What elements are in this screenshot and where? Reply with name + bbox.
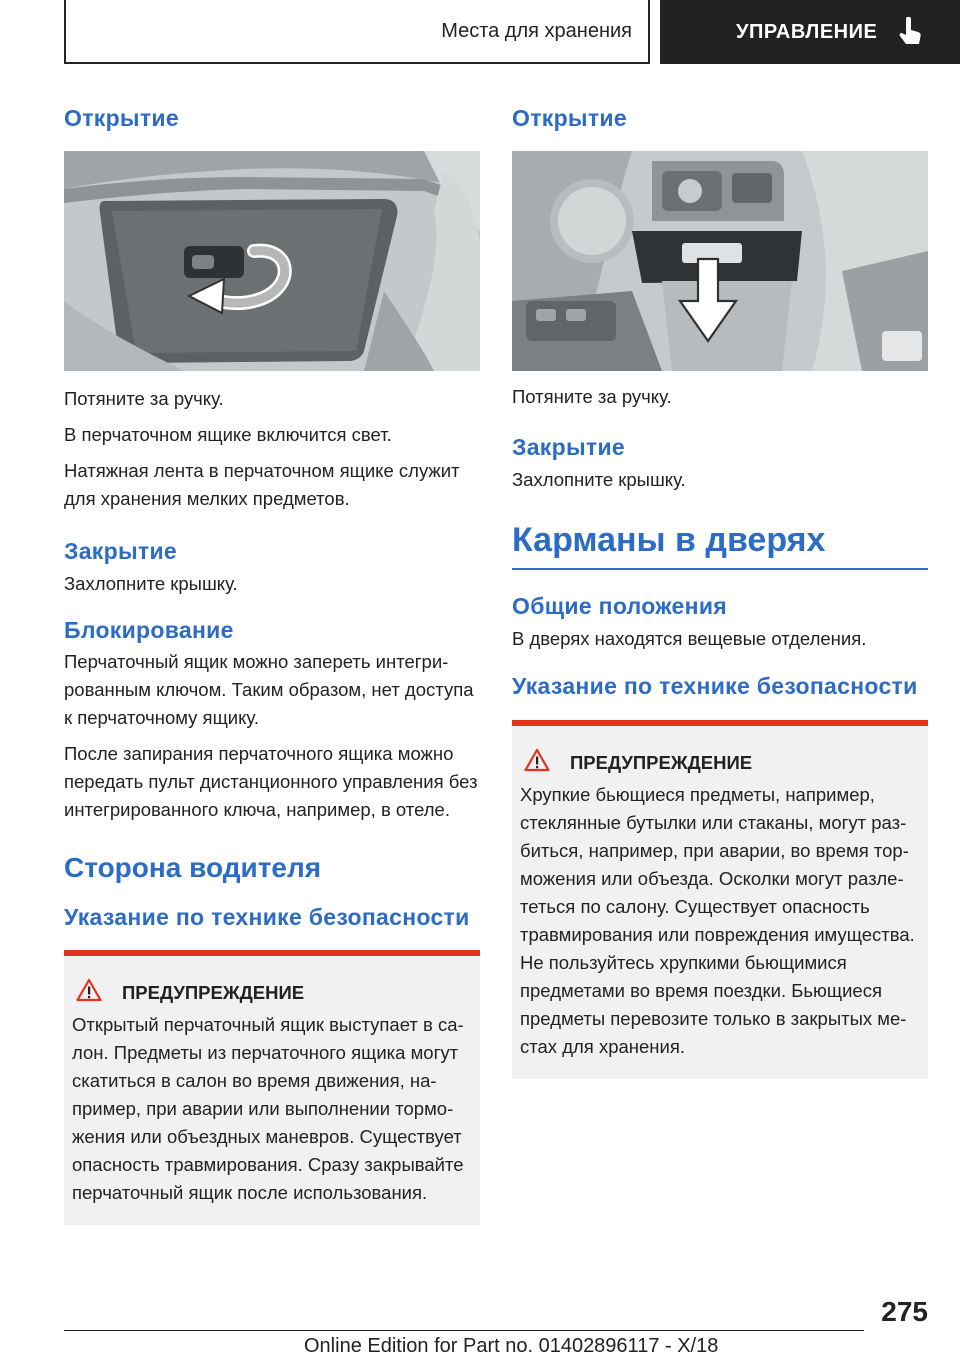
driver-side-heading: Сторона водителя [64, 852, 322, 884]
right-close-heading: Закрытие [512, 433, 625, 460]
header-section-title: Места для хранения [441, 19, 632, 42]
right-warning-text: Хрупкие бьющиеся предметы, например, стеклянные бутылки или стаканы, могут разбиться, например, при аварии, во время торможения или объезда. Осколки могут разлететься по салону. Существует опасность травмирования или повреждения имущества. Не пользуйтесь хрупкими бьющимися предметами во время поездки. Бьющиеся предметы перевозите только в закрытых местах для хранения. [520, 784, 915, 1058]
left-warning-title [76, 978, 472, 1007]
right-warning-box [512, 720, 928, 1079]
header-chapter-box [660, 0, 960, 64]
general-p: В дверях находятся вещевые отделения. [512, 628, 867, 650]
warning-triangle-icon [524, 748, 550, 777]
footer-edition: Online Edition for Part no. 01402896117 - X/18 [304, 1335, 719, 1357]
left-lock-p1: Перчаточный ящик можно запереть интегрированным ключом. Таким образом, нет доступа к перчаточному ящику. [64, 651, 474, 729]
glovebox-passenger-figure [64, 151, 480, 371]
general-heading: Общие положения [512, 593, 727, 620]
left-open-p2: В перчаточном ящике включится свет. [64, 423, 392, 445]
right-warning-label: ПРЕДУПРЕЖДЕНИЕ [570, 751, 753, 773]
right-open-heading: Открытие [512, 105, 627, 131]
right-safety-heading: Указание по технике безопасности [512, 673, 918, 700]
left-safety-heading: Указание по технике безопасности [64, 904, 470, 931]
hand-pointer-icon [897, 17, 923, 47]
right-column [512, 100, 928, 1079]
left-open-p3: Натяжная лента в перчаточном ящике служит для хранения мелких предметов. [64, 459, 460, 509]
left-lock-heading: Блокирование [64, 616, 234, 643]
header-chapter-title: УПРАВЛЕНИЕ [736, 20, 878, 43]
page-number: 275 [881, 1296, 928, 1327]
left-warning-label: ПРЕДУПРЕЖДЕНИЕ [122, 981, 305, 1003]
footer-rule [64, 1330, 864, 1331]
door-pockets-heading: Карманы в дверях [512, 520, 928, 571]
left-close-heading: Закрытие [64, 537, 177, 564]
left-close-p: Захлопните крышку. [64, 572, 238, 594]
left-open-heading: Открытие [64, 105, 179, 131]
right-warning-title [524, 748, 920, 777]
header-section-box [64, 0, 650, 64]
left-warning-text: Открытый перчаточный ящик выступает в салон. Предметы из перчаточного ящика могут скатиться в салон во время движения, например, при аварии или выполнении торможения или объездных маневров. Существует опасность травмирования. Сразу закрывайте перчаточный ящик после использования. [72, 1014, 464, 1203]
left-lock-p2: После запирания перчаточного ящика можно передать пульт дистанционного управления без интегрированного ключа, например, в отеле. [64, 743, 478, 821]
left-open-p1: Потяните за ручку. [64, 387, 224, 409]
storage-driver-figure [512, 151, 928, 371]
right-open-p1: Потяните за ручку. [512, 385, 672, 407]
warning-triangle-icon [76, 978, 102, 1007]
right-close-p: Захлопните крышку. [512, 468, 686, 490]
left-column [64, 100, 480, 1225]
left-warning-box [64, 950, 480, 1225]
